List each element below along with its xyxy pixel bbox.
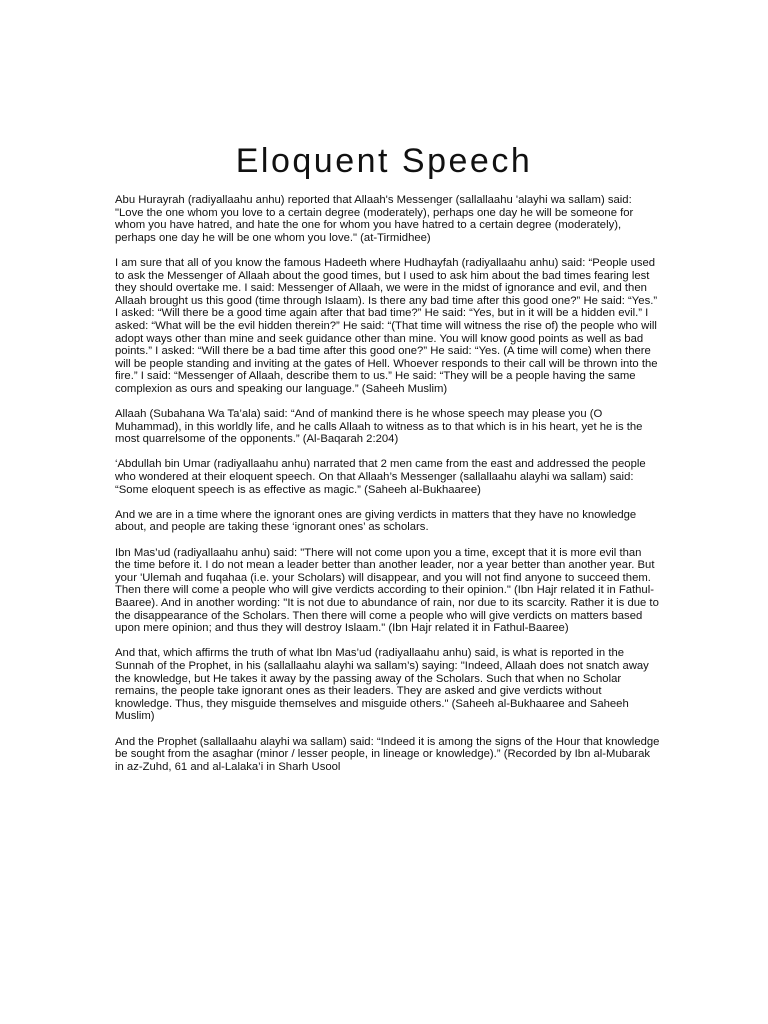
paragraph-1: Abu Hurayrah (radiyallaahu anhu) reported that Allaah's Messenger (sallallaahu 'alayhi wa sallam) said: "Love the one whom you love to a certain degree (moderately), perhaps one day he will be someone for whom you have hatred, and hate the one for whom you have hatred to a certain degree (moderately), perhaps one day he will be one whom you love." (at-Tirmidhee) xyxy=(115,194,634,244)
paragraph-5: And we are in a time where the ignorant ones are giving verdicts in matters that they have no knowledge about, and people are taking these ‘ignorant ones’ as scholars. xyxy=(115,508,637,534)
document-body xyxy=(115,194,660,786)
page-title: Eloquent Speech xyxy=(235,142,533,180)
paragraph-4: ‘Abdullah bin Umar (radiyallaahu anhu) narrated that 2 men came from the east and addressed the people who wondered at their eloquent speech. On that Allaah’s Messenger (sallallaahu alayhi wa sallam) said: “Some eloquent speech is as effective as magic.” (Saheeh al-Bukhaaree) xyxy=(115,458,646,496)
paragraph-6: Ibn Mas’ud (radiyallaahu anhu) said: "There will not come upon you a time, except that it is more evil than the time before it. I do not mean a leader better than another leader, nor a year better than another year. But your 'Ulemah and fuqahaa (i.e. your Scholars) will disappear, and you will not find anyone to succeed them. Then there will come a people who will give verdicts according to their opinion." (Ibn Hajr related it in Fathul-Baaree). And in another wording: "It is not due to abundance of rain, nor due to its scarcity. Rather it is due to the disappearance of the Scholars. Then there will come a people who will give verdicts on matters based upon mere opinion; and thus they will destroy Islaam." (Ibn Hajr related it in Fathul-Baaree) xyxy=(115,546,659,635)
paragraph-8: And the Prophet (sallallaahu alayhi wa sallam) said: “Indeed it is among the signs of the Hour that knowledge be sought from the asaghar (minor / lesser people, in lineage or knowledge).” (Recorded by Ibn al-Mubarak in az-Zuhd, 61 and al-Lalaka’i in Sharh Usool xyxy=(115,735,660,773)
paragraph-7: And that, which affirms the truth of what Ibn Mas’ud (radiyallaahu anhu) said, is what is reported in the Sunnah of the Prophet, in his (sallallaahu alayhi wa sallam’s) saying: "Indeed, Allaah does not snatch away the knowledge, but He takes it away by the passing away of the Scholars. Such that when no Scholar remains, the people take ignorant ones as their leaders. They are asked and give verdicts without knowledge. Thus, they misguide themselves and misguide others." (Saheeh al-Bukhaaree and Saheeh Muslim) xyxy=(115,647,649,723)
paragraph-3: Allaah (Subahana Wa Ta’ala) said: “And of mankind there is he whose speech may please you (O Muhammad), in this worldly life, and he calls Allaah to witness as to that which is in his heart, yet he is the most quarrelsome of the opponents.” (Al-Baqarah 2:204) xyxy=(115,408,643,446)
paragraph-2: I am sure that all of you know the famous Hadeeth where Hudhayfah (radiyallaahu anhu) said: “People used to ask the Messenger of Allaah about the good times, but I used to ask him about the bad times fearing lest they should overtake me. I said: Messenger of Allaah, we were in the midst of ignorance and evil, and then Allaah brought us this good (time through Islaam). Is there any bad time after this good one?” He said: “Yes.” I asked: “Will there be a good time again after that bad time?” He said: “Yes, but in it will be a hidden evil.” I asked: “What will be the evil hidden therein?” He said: “(That time will witness the rise of) the people who will adopt ways other than mine and seek guidance other than mine. You will know good points as well as bad points.” I asked: “Will there be a bad time after this good one?” He said: “Yes. (A time will come) when there will be people standing and inviting at the gates of Hell. Whoever responds to their call will be thrown into the fire.” I said: “Messenger of Allaah, describe them to us.” He said: “They will be a people having the same complexion as ours and speaking our language.” (Saheeh Muslim) xyxy=(115,256,658,395)
